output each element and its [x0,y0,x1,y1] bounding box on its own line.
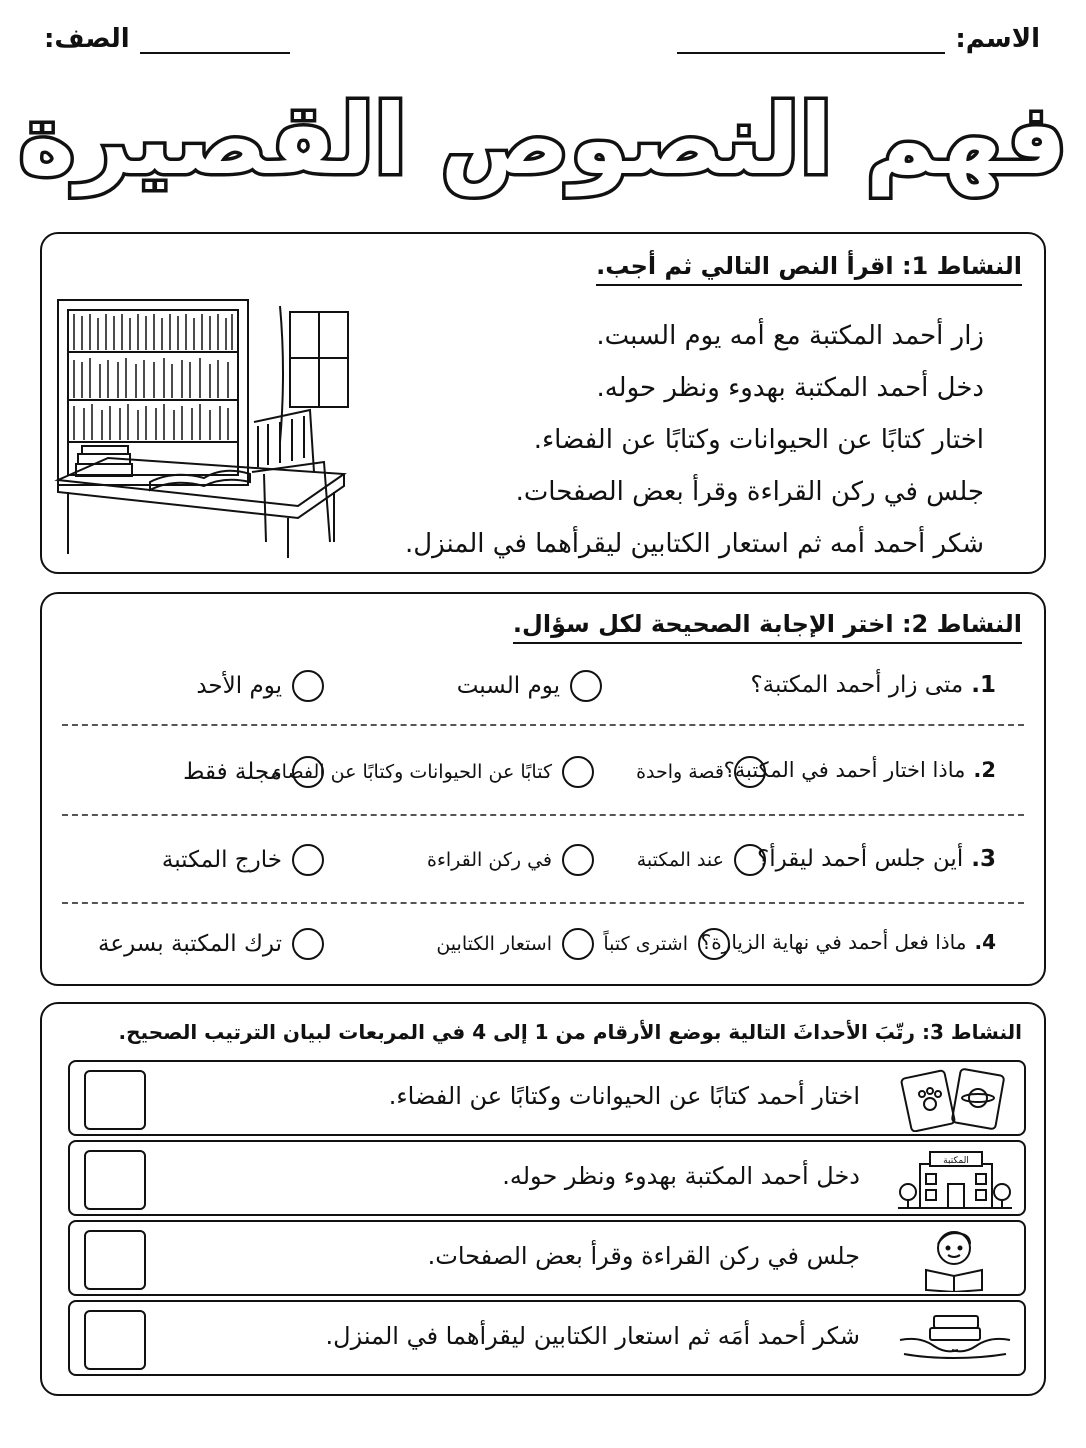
library-sign-label: المكتبة [943,1156,969,1166]
activity1-box [40,232,1046,574]
books-icon [896,1066,1014,1132]
library-desk-illustration [54,292,354,562]
name-field [677,22,1040,54]
sequence-row [68,1300,1026,1376]
class-line[interactable] [140,22,290,54]
question-row [42,658,1048,718]
answer-option[interactable]: في ركن القراءة [427,844,594,876]
activity2-heading: النشاط 2: اختر الإجابة الصحيحة لكل سؤال. [513,610,1022,644]
radio-circle[interactable] [562,844,594,876]
name-line[interactable] [677,22,945,54]
activity3-box [40,1002,1046,1396]
sequence-row [68,1140,1026,1216]
passage-line: زار أحمد المكتبة مع أمه يوم السبت. [596,321,984,351]
answer-option[interactable]: عند المكتبة [637,844,766,876]
event-text: اختار أحمد كتابًا عن الحيوانات وكتابًا عن الفضاء. [388,1082,860,1110]
order-input-box[interactable] [84,1150,146,1210]
class-label: الصف: [44,24,130,54]
activity1-passage [405,310,984,570]
question-text: 3.أين جلس أحمد ليقرأ؟ [756,846,996,872]
question-row [42,832,1048,892]
answer-option[interactable]: خارج المكتبة [162,844,324,876]
passage-line: دخل أحمد المكتبة بهدوء ونظر حوله. [596,373,984,403]
divider [62,814,1024,816]
passage-line: اختار كتابًا عن الحيوانات وكتابًا عن الفضاء. [533,425,984,455]
question-text: 4.ماذا فعل أحمد في نهاية الزيارة؟ [700,930,996,954]
passage-line: جلس في ركن القراءة وقرأ بعض الصفحات. [515,477,984,507]
question-row [42,744,1048,804]
question-row [42,916,1048,976]
sequence-row [68,1220,1026,1296]
radio-circle[interactable] [562,756,594,788]
answer-option[interactable]: كتابًا عن الحيوانات وكتابًا عن الفضاء [273,756,594,788]
radio-circle[interactable] [292,928,324,960]
radio-circle[interactable] [292,756,324,788]
hands-books-icon [896,1306,1014,1372]
order-input-box[interactable] [84,1070,146,1130]
sequence-row [68,1060,1026,1136]
answer-option[interactable]: استعار الكتابين [436,928,594,960]
answer-option[interactable]: اشترى كتباً [603,928,730,960]
event-text: جلس في ركن القراءة وقرأ بعض الصفحات. [427,1242,860,1270]
activity3-heading: النشاط 3: رتّبَ الأحداثَ التالية بوضع الأرقام من 1 إلى 4 في المربعات لبيان الترتيب الصحيح. [118,1020,1022,1044]
answer-option[interactable]: مجلة فقط [183,756,324,788]
radio-circle[interactable] [292,670,324,702]
library-building-icon [896,1146,1014,1212]
divider [62,902,1024,904]
question-text: 1.متى زار أحمد المكتبة؟ [750,672,996,698]
activity2-box [40,592,1046,986]
radio-circle[interactable] [734,844,766,876]
radio-circle[interactable] [698,928,730,960]
question-text: 2.ماذا اختار أحمد في المكتبة؟ [723,758,996,782]
radio-circle[interactable] [734,756,766,788]
answer-option[interactable]: قصة واحدة [636,756,766,788]
answer-option[interactable]: يوم الأحد [196,670,324,702]
radio-circle[interactable] [562,928,594,960]
order-input-box[interactable] [84,1310,146,1370]
answer-option[interactable]: ترك المكتبة بسرعة [98,928,324,960]
order-input-box[interactable] [84,1230,146,1290]
page-title: فهم النصوص القصيرة [18,84,1068,196]
radio-circle[interactable] [570,670,602,702]
event-text: دخل أحمد المكتبة بهدوء ونظر حوله. [502,1162,860,1190]
passage-line: شكر أحمد أمه ثم استعار الكتابين ليقرأهما في المنزل. [404,529,984,559]
answer-option[interactable]: يوم السبت [457,670,602,702]
name-label: الاسم: [955,24,1040,54]
activity1-heading: النشاط 1: اقرأ النص التالي ثم أجب. [596,252,1022,286]
boy-reading-icon [896,1226,1014,1292]
event-text: شكر أحمد أمَه ثم استعار الكتابين ليقرأهما في المنزل. [325,1322,860,1350]
class-field [44,22,290,54]
divider [62,724,1024,726]
radio-circle[interactable] [292,844,324,876]
